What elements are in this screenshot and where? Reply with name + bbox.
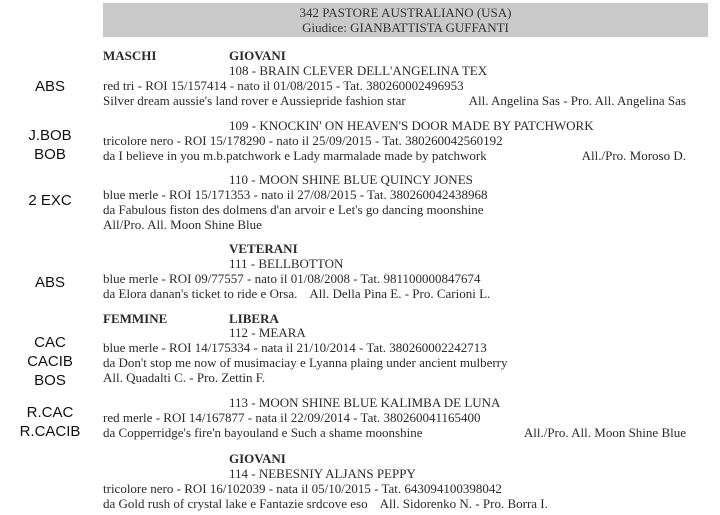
entry-title-114: 114 - NEBESNIY ALJANS PEPPY <box>229 466 416 481</box>
result-109: J.BOB BOB <box>28 127 72 163</box>
catalog-header <box>103 3 708 37</box>
entry-parents-114: da Gold rush of crystal lake e Fantazie srdcove eso All. Sidorenko N. - Pro. Borra I. <box>103 496 548 511</box>
class-giovani-femmine: GIOVANI <box>229 451 286 466</box>
breed-title: 342 PASTORE AUSTRALIANO (USA) <box>299 5 512 20</box>
entry-parents-108: Silver dream aussie's land rover e Aussiepride fashion star All. Angelina Sas - Pro. All. Angelina Sas <box>103 93 686 108</box>
class-libera: LIBERA <box>229 311 279 326</box>
result-108: ABS <box>34 78 65 95</box>
class-giovani: GIOVANI <box>229 48 286 63</box>
entry-title-109: 109 - KNOCKIN' ON HEAVEN'S DOOR MADE BY PATCHWORK <box>229 118 594 133</box>
entry-title-111: 111 - BELLBOTTON <box>229 256 344 271</box>
entry-title-112: 112 - MEARA <box>229 325 306 340</box>
entry-title-113: 113 - MOON SHINE BLUE KALIMBA DE LUNA <box>229 395 501 410</box>
entry-details-114: tricolore nero - ROI 16/102039 - nata il 05/10/2015 - Tat. 643094100398042 <box>103 481 502 496</box>
entry-title-110: 110 - MOON SHINE BLUE QUINCY JONES <box>229 172 473 187</box>
class-veterani: VETERANI <box>229 241 298 256</box>
entry-owner-112: All. Quadalti C. - Pro. Zettin F. <box>103 370 266 385</box>
entry-parents-109: da I believe in you m.b.patchwork e Lady marmalade made by patchwork All./Pro. Moroso D. <box>103 148 686 163</box>
entry-details-108: red tri - ROI 15/157414 - nato il 01/08/2015 - Tat. 380260002496953 <box>103 78 464 93</box>
entry-parents-110: da Fabulous fiston des dolmens d'an arvoir e Let's go dancing moonshine <box>103 202 484 217</box>
entry-details-113: red merle - ROI 14/167877 - nata il 22/09/2014 - Tat. 380260041165400 <box>103 410 481 425</box>
section-femmine: FEMMINE <box>103 311 168 326</box>
entry-title-108: 108 - BRAIN CLEVER DELL'ANGELINA TEX <box>229 63 488 78</box>
judge-name: Giudice: GIANBATTISTA GUFFANTI <box>302 20 509 35</box>
entry-details-111: blue merle - ROI 09/77557 - nato il 01/08/2008 - Tat. 981100000847674 <box>103 271 481 286</box>
entry-parents-111: da Elora danan's ticket to ride e Orsa. All. Della Pina E. - Pro. Carioni L. <box>103 286 491 301</box>
entry-details-110: blue merle - ROI 15/171353 - nato il 27/08/2015 - Tat. 380260042438968 <box>103 187 488 202</box>
entry-parents-112: da Don't stop me now of musimaciay e Lyanna plaing under ancient mulberry <box>103 355 508 370</box>
section-maschi: MASCHI <box>103 48 157 63</box>
result-111: ABS <box>34 274 65 291</box>
entry-details-112: blue merle - ROI 14/175334 - nata il 21/10/2014 - Tat. 380260002242713 <box>103 340 487 355</box>
entry-details-109: tricolore nero - ROI 15/178290 - nato il 25/09/2015 - Tat. 380260042560192 <box>103 133 503 148</box>
result-112: CAC CACIB BOS <box>27 334 73 389</box>
result-110: 2 EXC <box>28 192 72 209</box>
entry-parents-113: da Copperridge's fire'n bayouland e Such a shame moonshine All./Pro. All. Moon Shine Blue <box>103 425 686 440</box>
result-113: R.CAC R.CACIB <box>19 404 81 440</box>
entry-owner-110: All/Pro. All. Moon Shine Blue <box>103 217 262 232</box>
